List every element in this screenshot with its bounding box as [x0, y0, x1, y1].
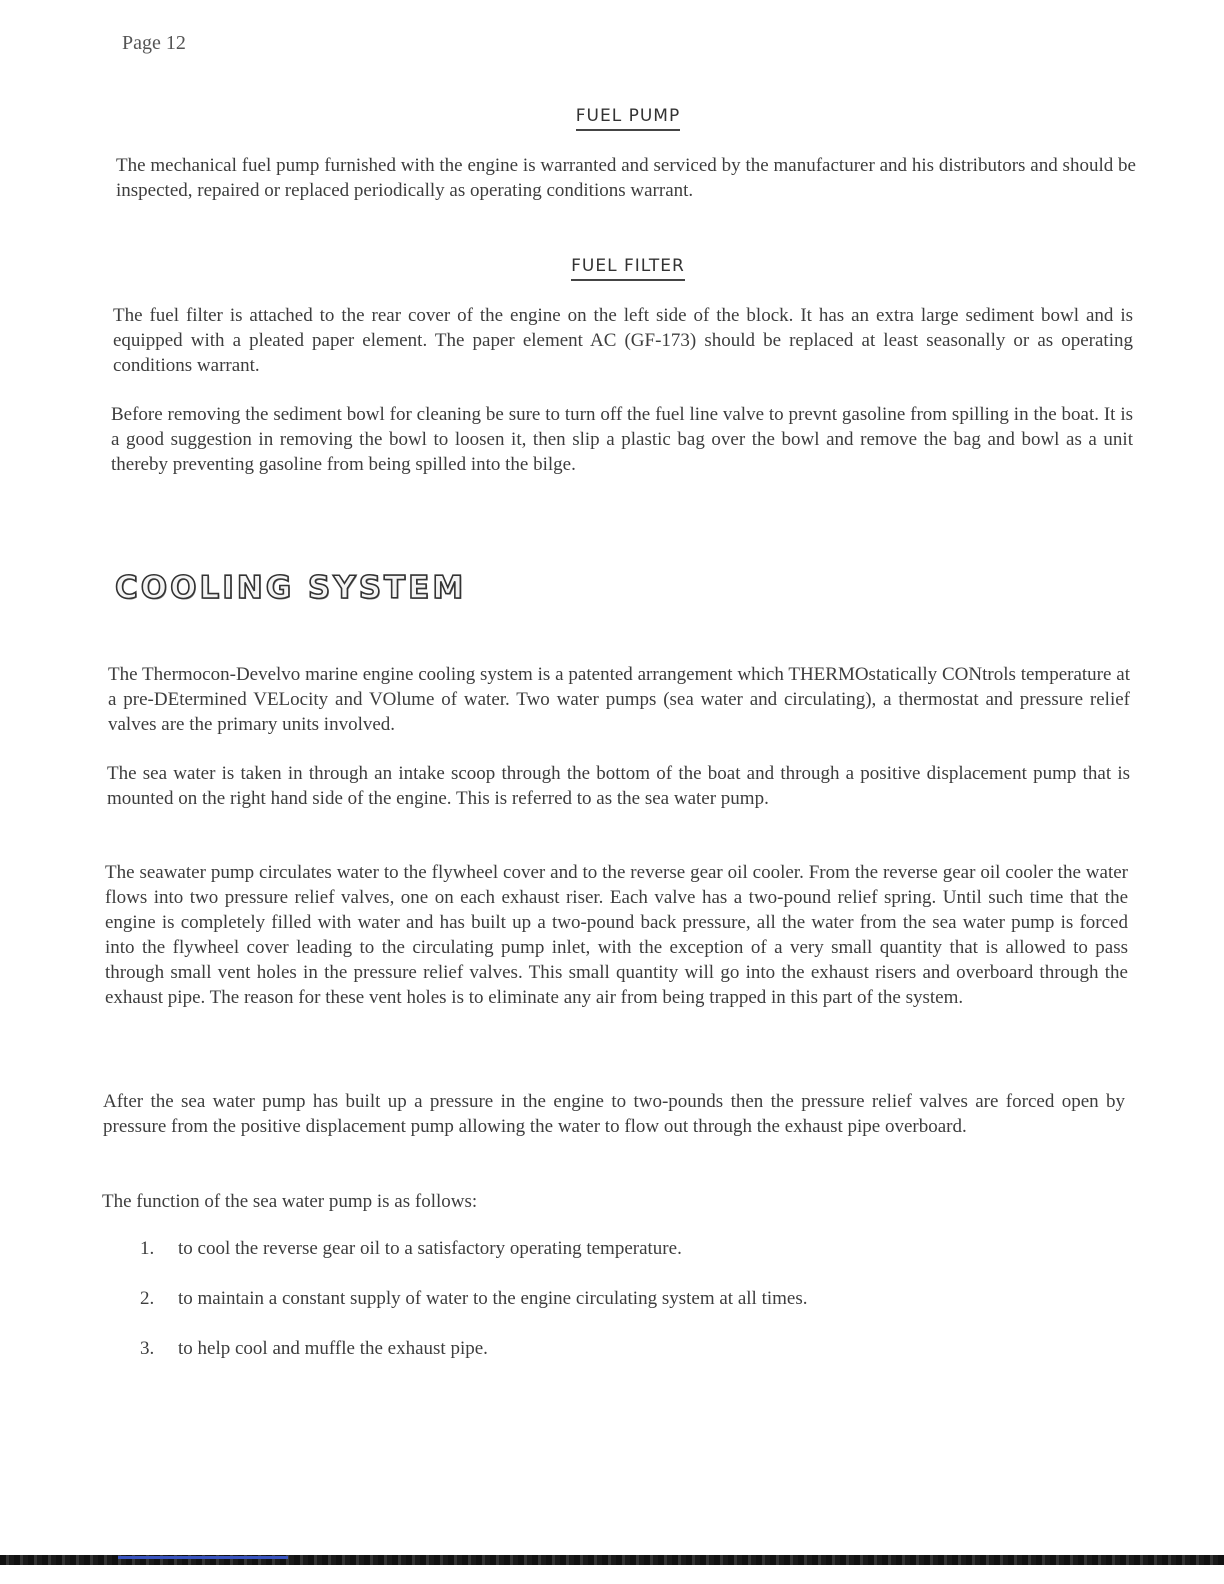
cooling-paragraph-1: The Thermocon-Develvo marine engine cooling system is a patented arrangement which THERMOstatically CONtrols temperature at a pre-DEtermined VELocity and VOlume of water. Two water pumps (sea water and circulating), a thermostat and pressure relief valves are the primary units involved.	[108, 664, 1130, 735]
cooling-system-title: COOLING SYSTEM	[115, 570, 467, 606]
scan-edge-mark	[118, 1556, 288, 1559]
fuel-pump-heading-text: FUEL PUMP	[576, 106, 680, 131]
fuel-pump-paragraph: The mechanical fuel pump furnished with the engine is warranted and serviced by the manufacturer and his distributors and should be inspected, repaired or replaced periodically as operating conditions warrant.	[116, 155, 1136, 201]
list-item-number: 3.	[140, 1338, 155, 1359]
list-intro: The function of the sea water pump is as follows:	[102, 1191, 478, 1212]
list-item	[140, 1238, 807, 1288]
fuel-pump-heading	[0, 106, 1224, 126]
fuel-filter-heading-text: FUEL FILTER	[571, 256, 685, 281]
list-item	[140, 1338, 807, 1388]
list-item-number: 2.	[140, 1288, 155, 1309]
fuel-filter-heading	[0, 256, 1224, 276]
cooling-paragraph-4: After the sea water pump has built up a pressure in the engine to two-pounds then the pressure relief valves are forced open by pressure from the positive displacement pump allowing the water to flow out through the exhaust pipe overboard.	[103, 1091, 1125, 1137]
page-number: Page 12	[122, 32, 186, 54]
function-list	[140, 1238, 807, 1388]
list-item-text: to cool the reverse gear oil to a satisfactory operating temperature.	[178, 1238, 682, 1259]
list-item-text: to maintain a constant supply of water to the engine circulating system at all times.	[178, 1288, 808, 1309]
list-item-number: 1.	[140, 1238, 155, 1259]
fuel-filter-paragraph-2: Before removing the sediment bowl for cleaning be sure to turn off the fuel line valve to prevnt gasoline from spilling in the boat. It is a good suggestion in removing the bowl to loosen it, then slip a plastic bag over the bowl and remove the bag and bowl as a unit thereby preventing gasoline from being spilled into the bilge.	[111, 404, 1133, 475]
fuel-filter-paragraph-1: The fuel filter is attached to the rear cover of the engine on the left side of the block. It has an extra large sediment bowl and is equipped with a pleated paper element. The paper element AC (GF-173) should be replaced at least seasonally or as operating conditions warrant.	[113, 305, 1133, 376]
cooling-paragraph-2: The sea water is taken in through an intake scoop through the bottom of the boat and through a positive displacement pump that is mounted on the right hand side of the engine. This is referred to as the sea water pump.	[107, 763, 1130, 809]
list-item	[140, 1288, 807, 1338]
cooling-paragraph-3: The seawater pump circulates water to the flywheel cover and to the reverse gear oil cooler. From the reverse gear oil cooler the water flows into two pressure relief valves, one on each exhaust riser. Each valve has a two-pound relief spring. Until such time that the engine is completely filled with water and has built up a two-pound back pressure, all the water from the sea water pump is forced into the flywheel cover leading to the circulating pump inlet, with the exception of a very small quantity that is allowed to pass through small vent holes in the pressure relief valves. This small quantity will go into the exhaust risers and overboard through the exhaust pipe. The reason for these vent holes is to eliminate any air from being trapped in this part of the system.	[105, 862, 1128, 1008]
list-item-text: to help cool and muffle the exhaust pipe.	[178, 1338, 488, 1359]
